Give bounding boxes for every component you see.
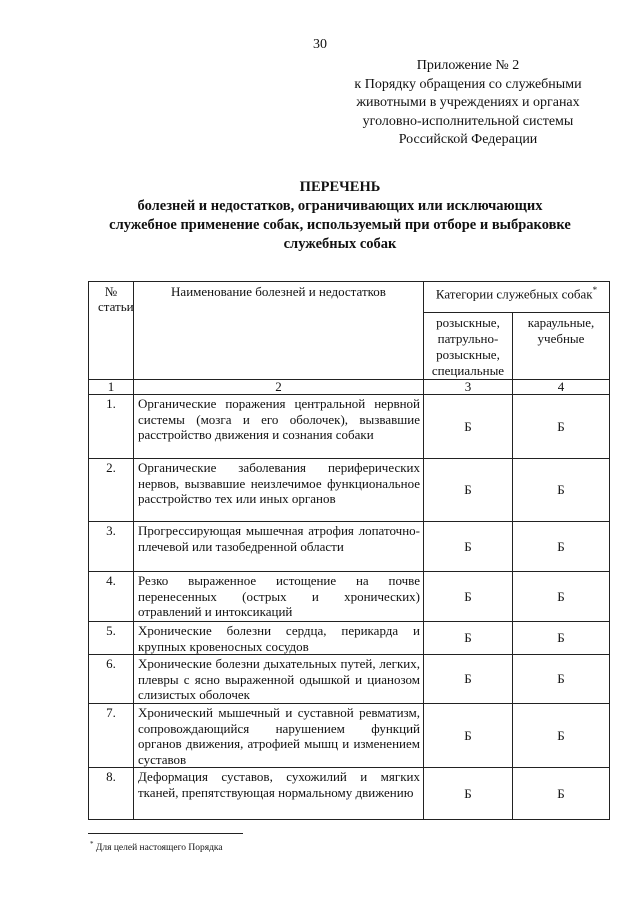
table-row <box>89 622 610 655</box>
row-name: Хронический мышечный и суставной ревматизм, сопровождающийся нарушением функций органов движения, атрофией мышц и изменением суставов <box>134 704 424 768</box>
title-heading: ПЕРЕЧЕНЬ <box>299 179 381 195</box>
header-categories <box>424 282 610 313</box>
header-category-1: розыскные, патрульно-розыскные, специальные <box>424 313 513 380</box>
appendix-line: животными в учреждениях и органах <box>356 95 580 110</box>
row-category-2: Б <box>513 622 610 655</box>
diseases-table <box>88 281 610 820</box>
header-category-2: караульные, учебные <box>513 313 610 380</box>
row-category-2: Б <box>513 395 610 459</box>
table-row <box>89 655 610 704</box>
index-cell: 2 <box>134 380 424 395</box>
row-category-2: Б <box>513 768 610 820</box>
row-category-1: Б <box>424 704 513 768</box>
table-row <box>89 572 610 622</box>
footnote-mark: * <box>592 285 598 295</box>
appendix-line: Российской Федерации <box>398 132 538 147</box>
row-name: Органические поражения центральной нервной системы (мозга и его оболочек), вызвавшие расстройство движения и сознания собаки <box>134 395 424 459</box>
row-category-2: Б <box>513 655 610 704</box>
index-cell: 3 <box>424 380 513 395</box>
footnote-mark: * <box>90 840 94 848</box>
row-number: 8. <box>89 768 134 820</box>
appendix-line: Приложение № 2 <box>416 58 520 73</box>
row-number: 1. <box>89 395 134 459</box>
row-number: 6. <box>89 655 134 704</box>
row-category-2: Б <box>513 704 610 768</box>
row-category-1: Б <box>424 395 513 459</box>
row-name: Органические заболевания периферических нервов, вызвавшие неизлечимое функциональное расстройство тех или иных органов <box>134 459 424 522</box>
row-category-1: Б <box>424 572 513 622</box>
row-name: Деформация суставов, сухожилий и мягких тканей, препятствующая нормальному движению <box>134 768 424 820</box>
header-name: Наименование болезней и недостатков <box>134 282 424 380</box>
row-number: 3. <box>89 522 134 572</box>
header-categories-label: Категории служебных собак <box>435 286 593 302</box>
footnote-divider <box>88 833 243 834</box>
row-category-2: Б <box>513 572 610 622</box>
row-category-1: Б <box>424 522 513 572</box>
appendix-line: уголовно-исполнительной системы <box>362 113 574 129</box>
row-category-1: Б <box>424 768 513 820</box>
row-name: Хронические болезни сердца, перикарда и крупных кровеносных сосудов <box>134 622 424 655</box>
row-name: Прогрессирующая мышечная атрофия лопаточно-плечевой или тазобедренной области <box>134 522 424 572</box>
row-number: 5. <box>89 622 134 655</box>
footnote-text: Для целей настоящего Порядка <box>95 843 223 854</box>
title-line: служебных собак <box>283 236 397 252</box>
table-row <box>89 768 610 820</box>
table-row <box>89 704 610 768</box>
index-cell: 1 <box>89 380 134 395</box>
row-category-1: Б <box>424 622 513 655</box>
appendix-line: к Порядку обращения со служебными <box>354 76 582 92</box>
row-number: 7. <box>89 704 134 768</box>
row-category-1: Б <box>424 655 513 704</box>
row-category-2: Б <box>513 522 610 572</box>
title-line: болезней и недостатков, ограничивающих или исключающих <box>137 198 543 214</box>
document-title <box>60 178 620 254</box>
row-number: 2. <box>89 459 134 522</box>
appendix-header <box>318 57 618 150</box>
row-category-2: Б <box>513 459 610 522</box>
row-category-1: Б <box>424 459 513 522</box>
index-row <box>89 380 610 395</box>
table-row <box>89 522 610 572</box>
page-number: 30 <box>313 37 327 52</box>
footnote <box>90 840 223 853</box>
table-row <box>89 395 610 459</box>
row-name: Хронические болезни дыхательных путей, легких, плевры с ясно выраженной одышкой и цианозом слизистых оболочек <box>134 655 424 704</box>
header-number: № статьи <box>89 282 134 380</box>
title-line: служебное применение собак, используемый при отборе и выбраковке <box>109 217 571 233</box>
table-row <box>89 459 610 522</box>
row-number: 4. <box>89 572 134 622</box>
index-cell: 4 <box>513 380 610 395</box>
row-name: Резко выраженное истощение на почве перенесенных (острых и хронических) отравлений и интоксикаций <box>134 572 424 622</box>
